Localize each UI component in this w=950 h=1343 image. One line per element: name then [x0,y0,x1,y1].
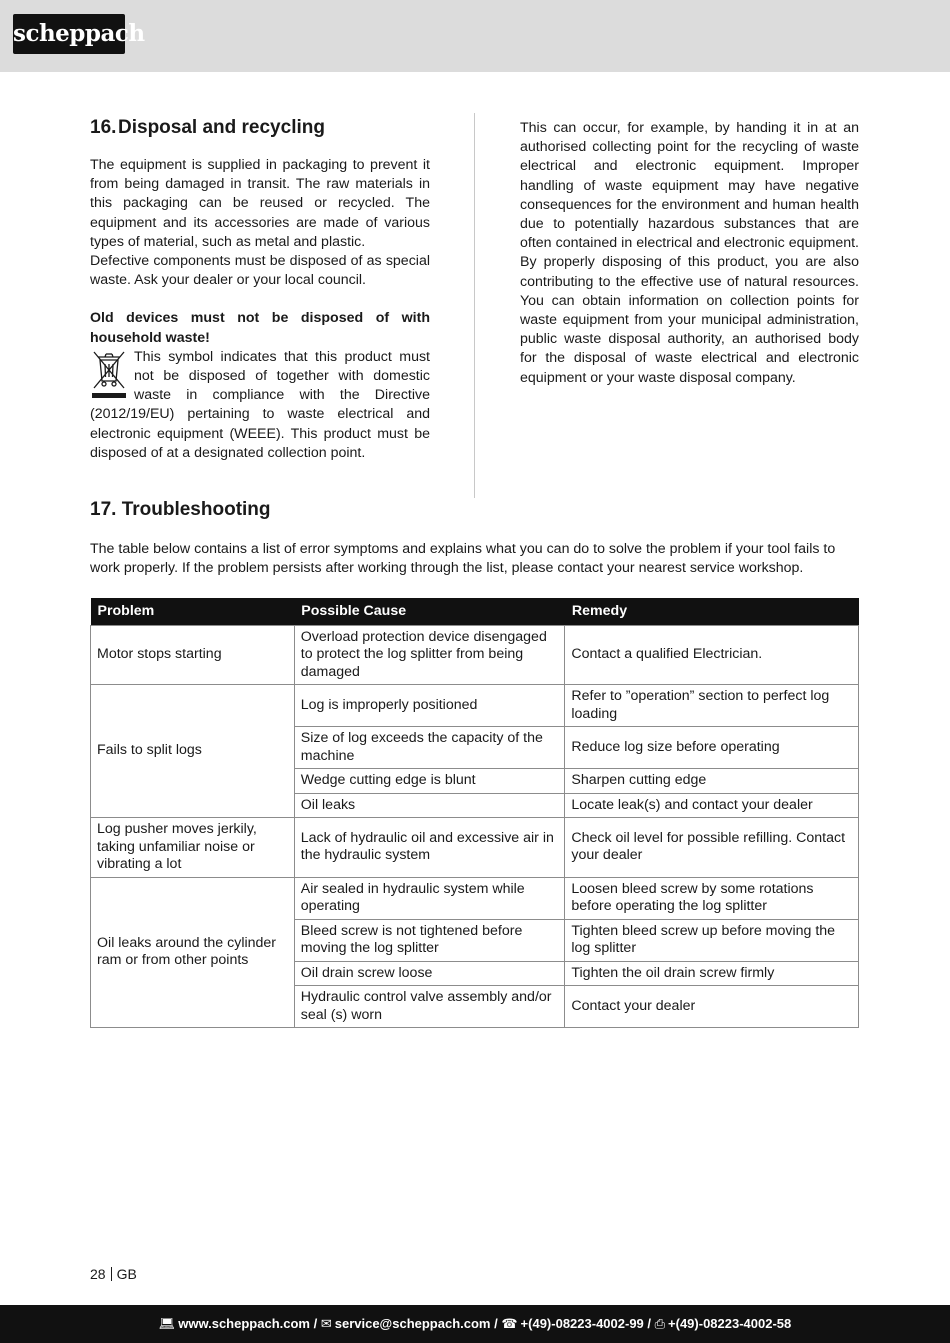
table-header-row [91,598,859,625]
household-waste-warning: Old devices must not be disposed of with household waste! [90,310,430,346]
page-number-separator [111,1267,112,1281]
section-16-left-column [90,116,430,463]
cause-cell: Lack of hydraulic oil and excessive air in the hydraulic system [294,818,565,878]
page-language: GB [116,1266,137,1282]
table-row [91,877,859,919]
footer-fax: +(49)-08223-4002-58 [668,1316,792,1331]
remedy-cell: Refer to ”operation” section to perfect log loading [565,685,859,727]
problem-cell: Log pusher moves jerkily, taking unfamiliar noise or vibrating a lot [91,818,295,878]
page-number [90,1265,137,1283]
remedy-cell: Locate leak(s) and contact your dealer [565,793,859,818]
footer-email[interactable]: service@scheppach.com [334,1316,491,1331]
section-17 [90,498,860,578]
phone-icon: ☎ [501,1316,518,1331]
remedy-cell: Sharpen cutting edge [565,769,859,794]
cause-cell: Air sealed in hydraulic system while operating [294,877,565,919]
remedy-cell: Contact your dealer [565,986,859,1028]
remedy-cell: Check oil level for possible refilling. Contact your dealer [565,818,859,878]
section-16-title: Disposal and recycling [118,117,325,138]
cause-cell: Log is improperly positioned [294,685,565,727]
cause-cell: Size of log exceeds the capacity of the machine [294,727,565,769]
packaging-paragraph: The equipment is supplied in packaging to prevent it from being damaged in transit. The raw materials in this packaging can be reused or recycled. The equipment and its accessories are made of various types of material, such as metal and plastic. [90,157,430,250]
footer-website[interactable]: www.scheppach.com [178,1316,310,1331]
computer-icon: 💻︎ [158,1316,176,1331]
remedy-cell: Tighten bleed screw up before moving the log splitter [565,919,859,961]
column-divider [474,113,475,498]
section-17-heading: 17. Troubleshooting [90,499,271,520]
footer-phone: +(49)-08223-4002-99 [520,1316,644,1331]
section-16-number: 16. [90,117,117,138]
crossed-out-bin-icon [90,348,128,400]
troubleshooting-intro: The table below contains a list of error symptoms and explains what you can do to solve the problem if your tool fails to work properly. If the problem persists after working through the list, please contact your nearest service workshop. [90,541,836,577]
footer-separator: / [490,1316,502,1331]
remedy-cell: Tighten the oil drain screw firmly [565,961,859,986]
cause-cell: Oil leaks [294,793,565,818]
table-row [91,818,859,878]
remedy-cell: Loosen bleed screw by some rotations before operating the log splitter [565,877,859,919]
header-possible-cause: Possible Cause [294,598,565,625]
weee-paragraph: This symbol indicates that this product must not be disposed of together with domestic waste in compliance with the Directive (2012/19/EU) pertaining to waste electrical and electronic equipment (WEEE). This product must be disposed of at a designated collection point. [90,348,430,461]
problem-cell: Oil leaks around the cylinder ram or from other points [91,877,295,1028]
envelope-icon: ✉ [320,1316,332,1331]
troubleshooting-table [90,598,859,1028]
remedy-cell: Contact a qualified Electrician. [565,625,859,685]
remedy-cell: Reduce log size before operating [565,727,859,769]
cause-cell: Overload protection device disengaged to protect the log splitter from being damaged [294,625,565,685]
fax-icon: ⎙ [654,1316,666,1331]
section-16-heading [90,116,430,140]
problem-cell: Motor stops starting [91,625,295,685]
header-band [0,0,950,72]
problem-cell: Fails to split logs [91,685,295,818]
cause-cell: Wedge cutting edge is blunt [294,769,565,794]
cause-cell: Hydraulic control valve assembly and/or seal (s) worn [294,986,565,1028]
header-problem: Problem [91,598,295,625]
collection-paragraph: This can occur, for example, by handing it in at an authorised collecting point for the recycling of waste electrical and electronic equipment. Improper handling of waste equipment may have negative consequences for the environment and human health due to potentially hazardous substances that are often contained in electrical and electronic equipment. By properly disposing of this product, you are also contributing to the effective use of natural resources. You can obtain information on collection points for waste equipment from your municipal administration, public waste disposal authority, an authorised body for the disposal of waste electrical and electronic equipment or your waste disposal company. [520,120,859,386]
header-remedy: Remedy [565,598,859,625]
table-row [91,685,859,727]
defective-components-paragraph: Defective components must be disposed of as special waste. Ask your dealer or your local council. [90,253,430,289]
table-row [91,625,859,685]
cause-cell: Bleed screw is not tightened before moving the log splitter [294,919,565,961]
footer-separator: / [643,1316,655,1331]
weee-notice [90,348,430,463]
page-number-value: 28 [90,1266,106,1282]
cause-cell: Oil drain screw loose [294,961,565,986]
section-16-right-column [520,119,859,388]
footer-separator: / [309,1316,321,1331]
footer-bar [0,1305,950,1343]
brand-logo: scheppach [13,14,125,54]
